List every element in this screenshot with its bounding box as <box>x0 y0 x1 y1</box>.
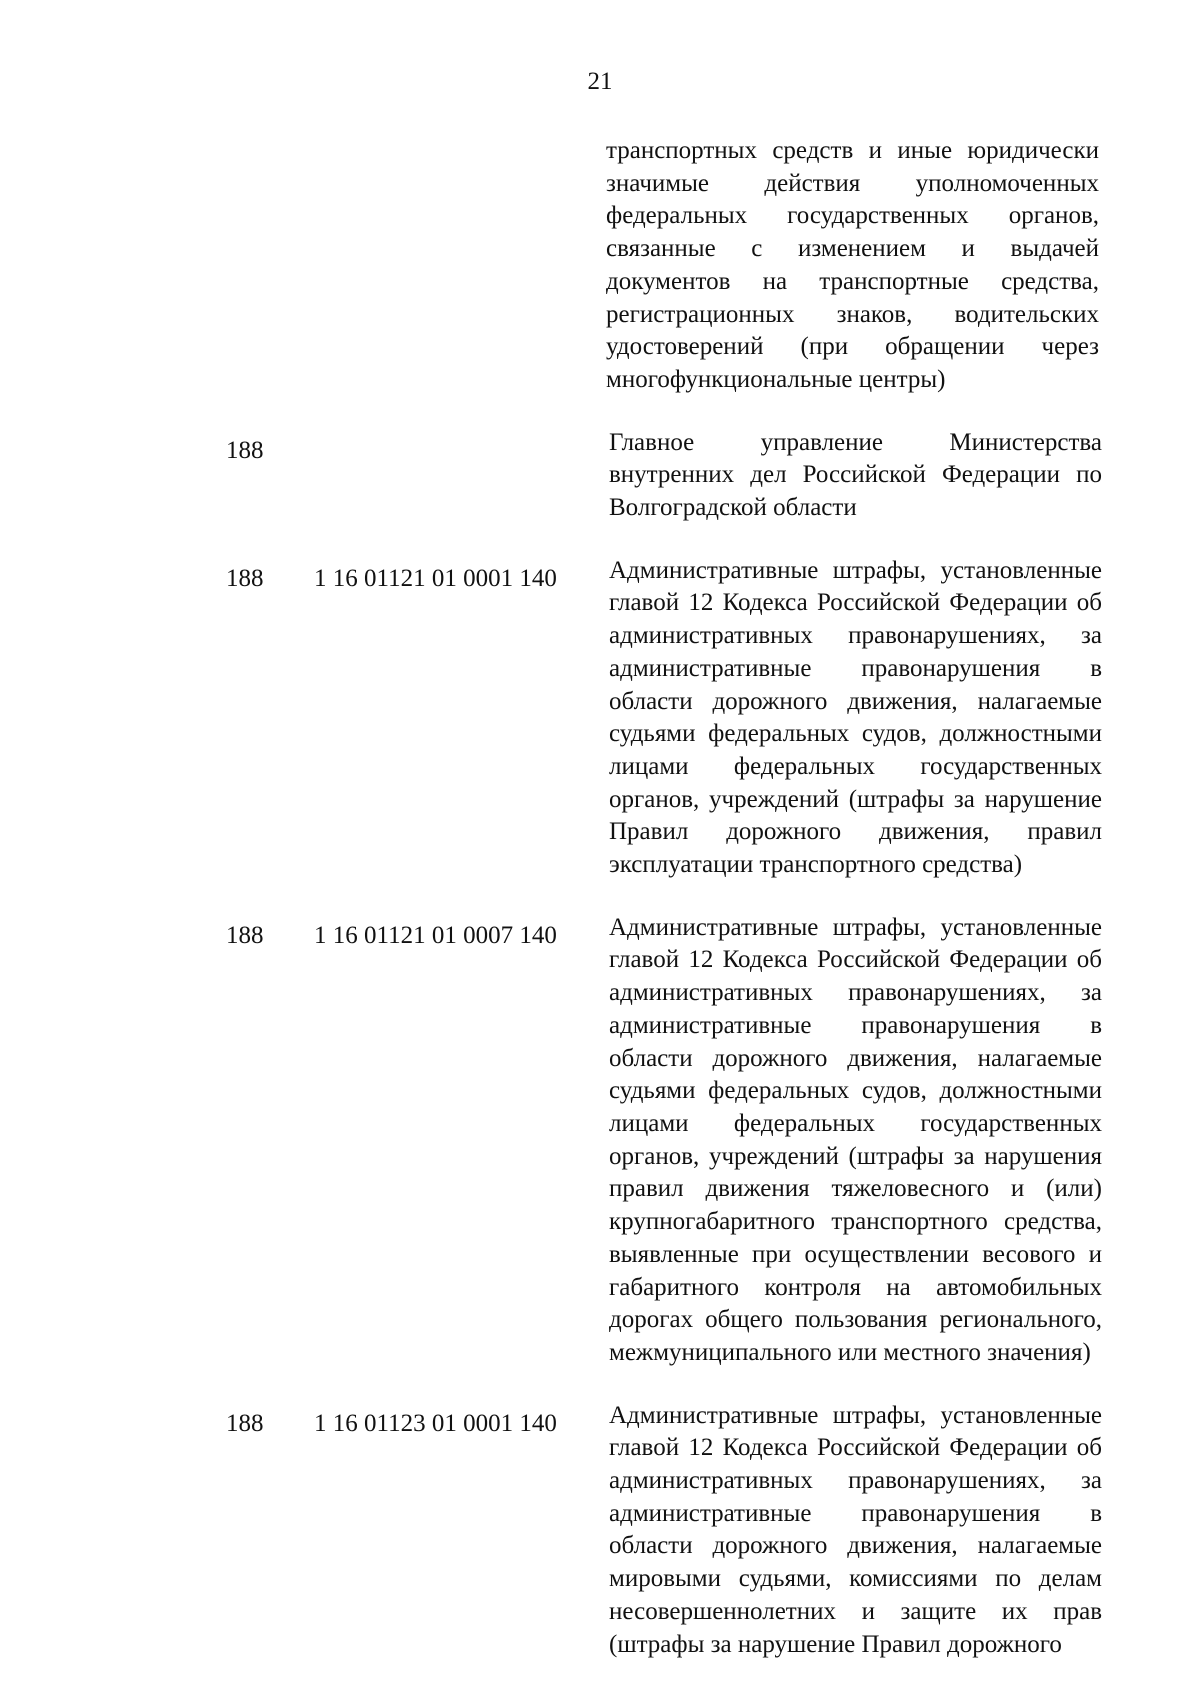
table-row <box>0 1400 1200 1662</box>
table-row <box>0 555 1200 882</box>
admin-code: 188 <box>226 564 264 592</box>
income-description: транспортных средств и иные юридически значимые действия уполномоченных федеральных государственных органов, связанные с изменением и выдачей документов на транспортные средства, регистрационных знаков, водительских удостоверений (при обращении через многофункциональные центры) <box>606 137 1099 393</box>
income-description: Административные штрафы, установленные главой 12 Кодекса Российской Федерации об административных правонарушениях, за административные правонарушения в области дорожного движения, налагаемые судьями федеральных судов, должностными лицами федеральных государственных органов, учреждений (штрафы за нарушение Правил дорожного движения, правил эксплуатации транспортного средства) <box>609 556 1102 879</box>
budget-classification-code: 1 16 01121 01 0001 140 <box>314 564 557 592</box>
budget-classification-code: 1 16 01121 01 0007 140 <box>314 921 557 949</box>
income-description: Главное управление Министерства внутренних дел Российской Федерации по Волгоградской области <box>609 428 1102 522</box>
income-description: Административные штрафы, установленные главой 12 Кодекса Российской Федерации об административных правонарушениях, за административные правонарушения в области дорожного движения, налагаемые мировыми судьями, комиссиями по делам несовершеннолетних и защите их прав (штрафы за нарушение Правил дорожного <box>609 1401 1102 1658</box>
income-codes-table <box>0 135 1200 1691</box>
table-row <box>0 135 1200 397</box>
page-number: 21 <box>587 68 613 95</box>
table-row <box>0 912 1200 1370</box>
income-description: Административные штрафы, установленные главой 12 Кодекса Российской Федерации об административных правонарушениях, за административные правонарушения в области дорожного движения, налагаемые судьями федеральных судов, должностными лицами федеральных государственных органов, учреждений (штрафы за нарушения правил движения тяжеловесного и (или) крупногабаритного транспортного средства, выявленные при осуществлении весового и габаритного контроля на автомобильных дорогах общего пользования регионального, межмуниципального или местного значения) <box>609 913 1102 1366</box>
admin-code: 188 <box>226 1409 264 1437</box>
table-row <box>0 427 1200 525</box>
budget-classification-code: 1 16 01123 01 0001 140 <box>314 1409 557 1437</box>
admin-code: 188 <box>226 921 264 949</box>
admin-code: 188 <box>226 436 264 464</box>
